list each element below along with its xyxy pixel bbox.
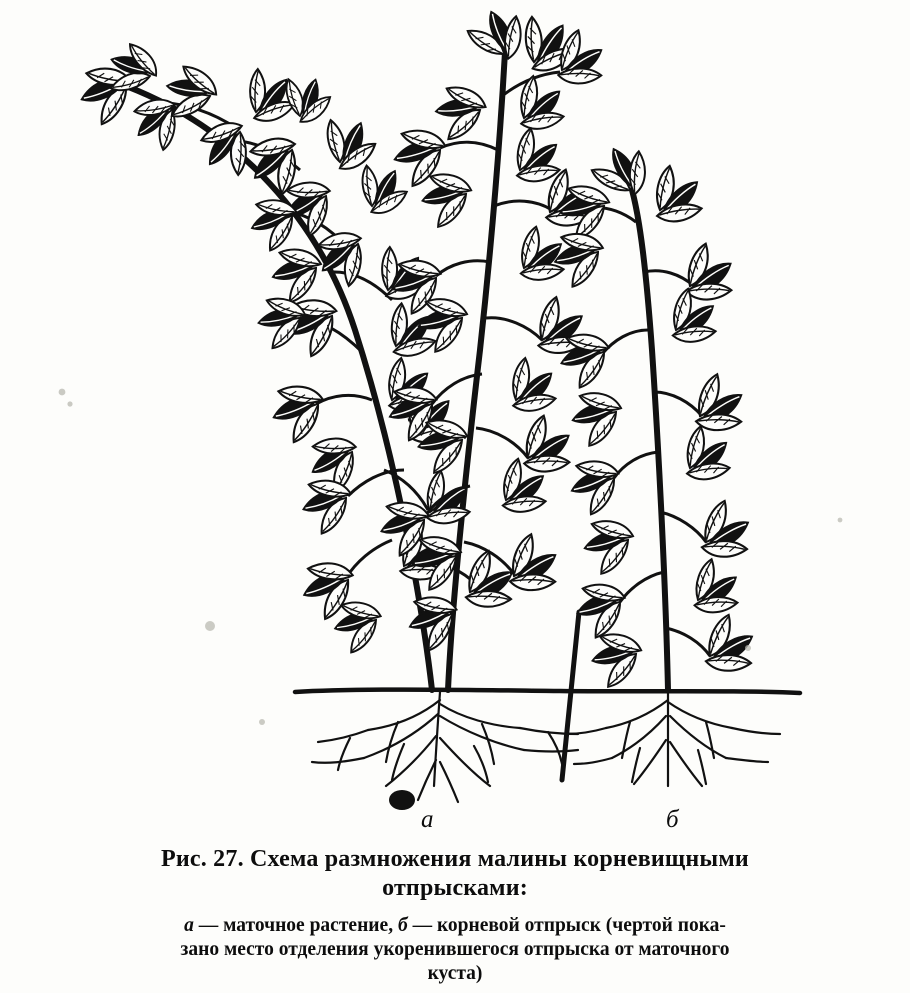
legend-italic-a: а — [184, 914, 194, 936]
figure-legend-line-2: зано место отделения укоренившегося отпрыска от маточного — [180, 938, 730, 960]
legend-text-1: — маточное растение, — [193, 914, 398, 936]
figure-legend-line-1 — [108, 914, 802, 938]
figure-label-b: б — [666, 806, 679, 833]
figure-label-a: а — [421, 806, 434, 833]
figure-title-line-1: Рис. 27. Схема размножения малины корневищными — [161, 846, 749, 872]
legend-text-1-rest: — корневой отпрыск (чертой пока- — [407, 914, 726, 936]
figure-legend — [0, 914, 910, 987]
figure-legend-line-3: куста) — [427, 962, 483, 984]
figure-title — [0, 845, 910, 904]
legend-italic-b: б — [397, 914, 408, 936]
figure-title-line-2: отпрысками: — [382, 875, 528, 902]
figure-caption — [0, 845, 910, 986]
